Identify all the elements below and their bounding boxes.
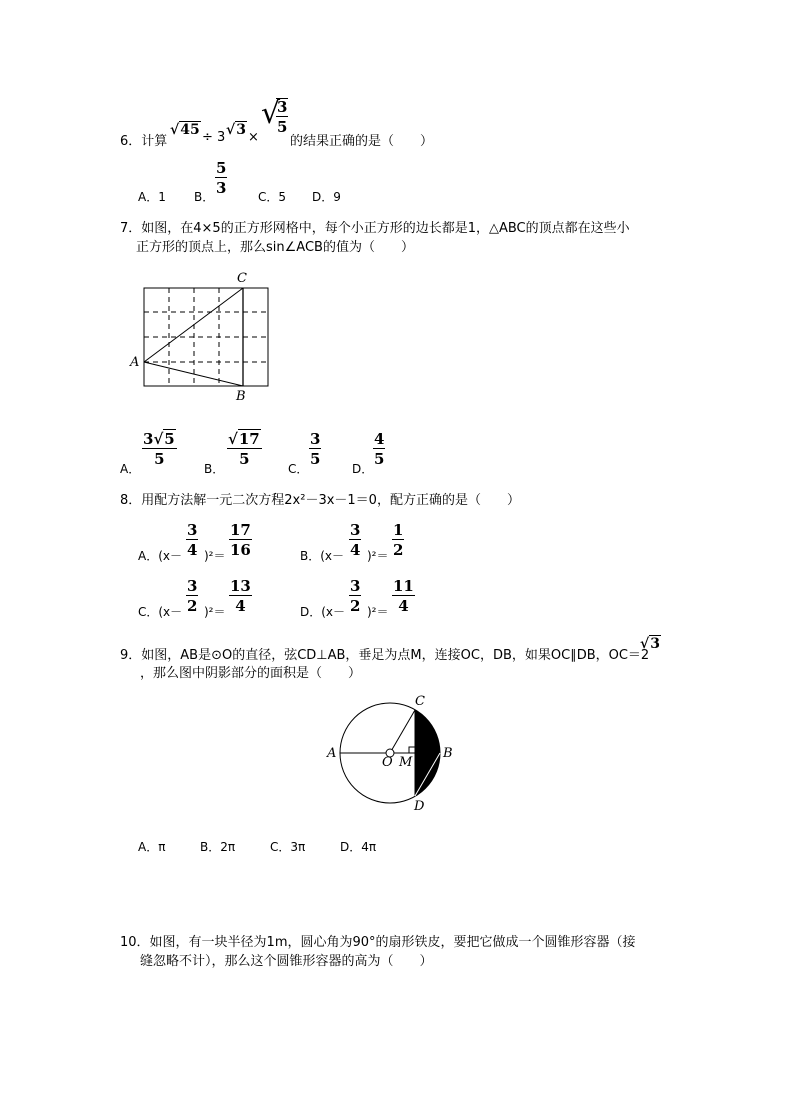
q6-option-d: D．9	[312, 190, 341, 204]
q7-option-a-fraction: $\frac{3√5}{5}$	[143, 430, 175, 468]
q7-option-b: B．	[204, 462, 225, 476]
q8-option-b-frac2: $\frac{1}{2}$	[393, 521, 404, 559]
q8-option-d-square: )²＝	[367, 605, 389, 619]
q9-option-d: D．4π	[340, 840, 377, 854]
q7-line1: 7．如图，在4×5的正方形网格中，每个小正方形的边长都是1，△ABC的顶点都在这些小	[120, 221, 630, 236]
q10-line2: 缝忽略不计），那么这个圆锥形容器的高为（ ）	[140, 954, 433, 969]
q7-option-d-fraction: $\frac{4}{5}$	[374, 430, 385, 468]
q6-sqrt45: √45	[170, 122, 200, 138]
q8-option-d-frac1: $\frac{3}{2}$	[350, 577, 361, 615]
q8-option-a-frac1: $\frac{3}{4}$	[187, 521, 198, 559]
q9-line2: ，那么图中阴影部分的面积是（ ）	[140, 666, 362, 681]
q8-option-a-frac2: $\frac{17}{16}$	[230, 521, 251, 559]
q7-option-b-fraction: $\frac{√17}{5}$	[228, 430, 260, 468]
q8-option-c: C．(x－	[138, 605, 183, 619]
q7-grid-figure	[125, 268, 285, 408]
q8-option-a-square: )²＝	[204, 549, 226, 563]
q9-label-m: M	[399, 755, 413, 770]
q9-option-c: C．3π	[270, 840, 306, 854]
q6-option-b: B．	[194, 190, 215, 204]
q8-option-b: B．(x－	[300, 549, 345, 563]
q9-label-b: B	[443, 746, 453, 761]
q9-circle-figure	[320, 688, 470, 818]
q8-option-c-frac1: $\frac{3}{2}$	[187, 577, 198, 615]
q9-option-b: B．2π	[200, 840, 236, 854]
q9-line1: 9．如图，AB是⊙O的直径，弦CD⊥AB，垂足为点M，连接OC，DB，如果OC∥DB，OC＝2	[120, 648, 650, 663]
q7-line2: 正方形的顶点上，那么sin∠ACB的值为（ ）	[136, 240, 414, 255]
q7-option-a: A．	[120, 462, 141, 476]
q10-line1: 10．如图，有一块半径为1m，圆心角为90°的扇形铁皮，要把它做成一个圆锥形容器（接	[120, 935, 636, 950]
q9-label-o: O	[382, 755, 393, 770]
q9-label-a: A	[327, 746, 337, 761]
q6-option-b-fraction: $\frac{5}{3}$	[216, 159, 227, 197]
q9-label-d: D	[414, 799, 425, 814]
q6-fraction: $\frac{3}{5}$	[277, 98, 288, 136]
q7-option-c-fraction: $\frac{3}{5}$	[310, 430, 321, 468]
q6-divide: ÷ 3	[202, 130, 226, 145]
q7-option-d: D．	[352, 462, 374, 476]
q7-label-b: B	[236, 389, 246, 404]
q9-sqrt3: √3	[640, 636, 660, 652]
q8-option-a: A．(x－	[138, 549, 182, 563]
q8-option-d-frac2: $\frac{11}{4}$	[393, 577, 414, 615]
q7-option-c: C．	[288, 462, 309, 476]
q6-option-c: C．5	[258, 190, 287, 204]
q9-option-a: A．π	[138, 840, 166, 854]
q6-sqrt3: √3	[226, 122, 246, 138]
q8-option-b-square: )²＝	[367, 549, 389, 563]
q8-option-b-frac1: $\frac{3}{4}$	[350, 521, 361, 559]
q7-label-a: A	[130, 355, 140, 370]
q6-option-a: A．1	[138, 190, 166, 204]
q6-big-radical-icon: √	[261, 96, 281, 131]
q9-label-c: C	[415, 694, 425, 709]
q8-option-c-square: )²＝	[204, 605, 226, 619]
q8-option-d: D．(x－	[300, 605, 346, 619]
q8-option-c-frac2: $\frac{13}{4}$	[230, 577, 251, 615]
q6-times: ×	[248, 130, 259, 145]
q9-right-angle-mark	[409, 747, 415, 753]
q8-text: 8．用配方法解一元二次方程2x²－3x－1＝0，配方正确的是（ ）	[120, 493, 520, 508]
q6-number-prefix: 6．计算	[120, 134, 168, 149]
q7-label-c: C	[237, 271, 247, 286]
q6-suffix: 的结果正确的是（ ）	[290, 134, 434, 149]
